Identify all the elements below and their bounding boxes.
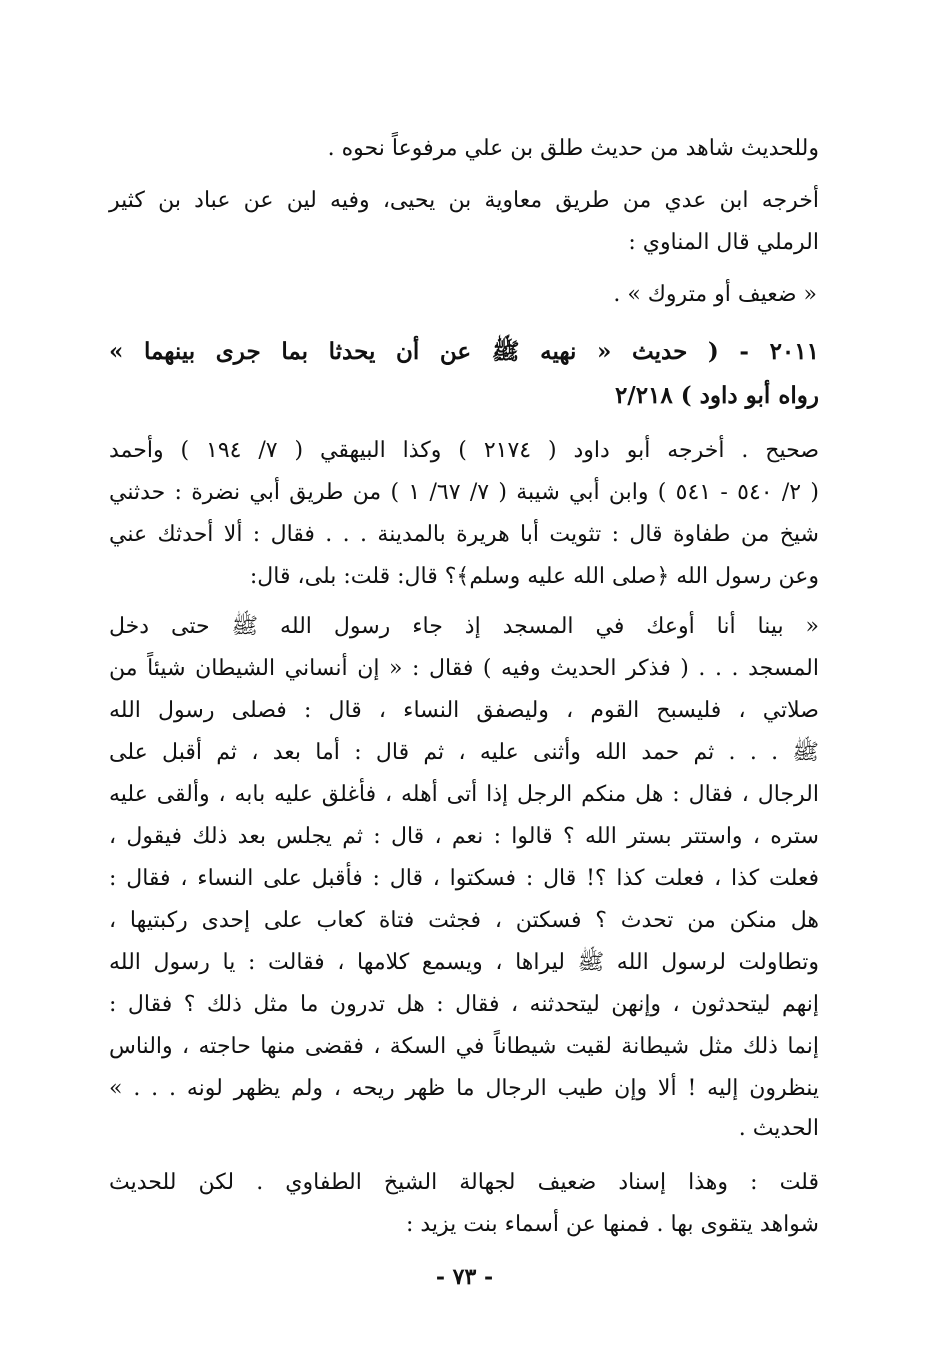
hadith-heading: ٢٠١١ - ( حديث « نهيه ﷺ عن أن يحدثا بما جرى بينهما » xyxy=(109,338,819,365)
text-line: شواهد يتقوى بها . فمنها عن أسماء بنت يزيد : xyxy=(405,1212,819,1237)
text-line: إنما ذلك مثل شيطانة لقيت شيطاناً في السكة ، فقضى منها حاجته ، والناس xyxy=(109,1034,819,1059)
text-line: صحيح . أخرجه أبو داود ( ٢١٧٤ ) وكذا البيهقي ( ٧/ ١٩٤ ) وأحمد xyxy=(109,438,820,463)
text-line: هل منكن من تحدث ؟ فسكتن ، فجثت فتاة كعاب على إحدى ركبتيها ، xyxy=(109,908,819,933)
text-line: المسجد . . . ( فذكر الحديث وفيه ) فقال : « إن أنساني الشيطان شيئاً من xyxy=(109,656,819,681)
hadith-heading-source: رواه أبو داود ) ٢/٢١٨ xyxy=(614,382,819,409)
text-line: الرجال ، فقال : هل منكم الرجل إذا أتى أهله ، فأغلق عليه بابه ، وألقى عليه xyxy=(109,782,819,807)
text-line: ﷺ . . . ثم حمد الله وأثنى عليه ، ثم قال : أما بعد ، ثم أقبل على xyxy=(109,740,819,765)
text-line: صلاتي ، فليسبح القوم ، وليصفق النساء ، قال : فصلى رسول الله xyxy=(109,698,819,723)
text-line: الرملي قال المناوي : xyxy=(628,230,819,255)
text-line: وعن رسول الله ﴿صلى الله عليه وسلم﴾؟ قال: قلت: بلى، قال: xyxy=(249,564,819,589)
text-line: ستره ، واستتر بستر الله ؟ قالوا : نعم ، قال : ثم يجلس بعد ذلك فيقول ، xyxy=(109,824,819,849)
page-number: - ٧٣ - xyxy=(435,1264,494,1290)
text-line: أخرجه ابن عدي من طريق معاوية بن يحيى، وفيه لين عن عباد بن كثير xyxy=(109,188,819,213)
text-line: ينظرون إليه ! ألا وإن طيب الرجال ما ظهر ريحه ، ولم يظهر لونه . . . » xyxy=(109,1076,819,1101)
text-line: فعلت كذا ، فعلت كذا ؟! قال : فسكتوا ، قال : فأقبل على النساء ، فقال : xyxy=(109,866,819,891)
text-line: قلت : وهذا إسناد ضعيف لجهالة الشيخ الطفاوي . لكن للحديث xyxy=(109,1170,819,1195)
text-line: وللحديث شاهد من حديث طلق بن علي مرفوعاً نحوه . xyxy=(327,136,819,161)
text-line: ( ٢/ ٥٤٠ - ٥٤١ ) وابن أبي شيبة ( ٧/ ٦٧/ ١ ) من طريق أبي نضرة : حدثني xyxy=(109,480,819,505)
text-line: إنهم ليتحدثون ، وإنهن ليتحدثنه ، فقال : هل تدرون ما مثل ذلك ؟ فقال : xyxy=(109,992,819,1017)
text-line: وتطاولت لرسول الله ﷺ ليراها ، ويسمع كلامها ، فقالت : يا رسول الله xyxy=(109,950,819,975)
text-line: شيخ من طفاوة قال : تثويت أبا هريرة بالمدينة . . . فقال : ألا أحدثك عني xyxy=(109,522,819,547)
text-line: « بينا أنا أوعك في المسجد إذ جاء رسول الله ﷺ حتى دخل xyxy=(109,614,819,639)
text-line: « ضعيف أو متروك » . xyxy=(613,282,817,307)
text-line: الحديث . xyxy=(738,1116,819,1141)
